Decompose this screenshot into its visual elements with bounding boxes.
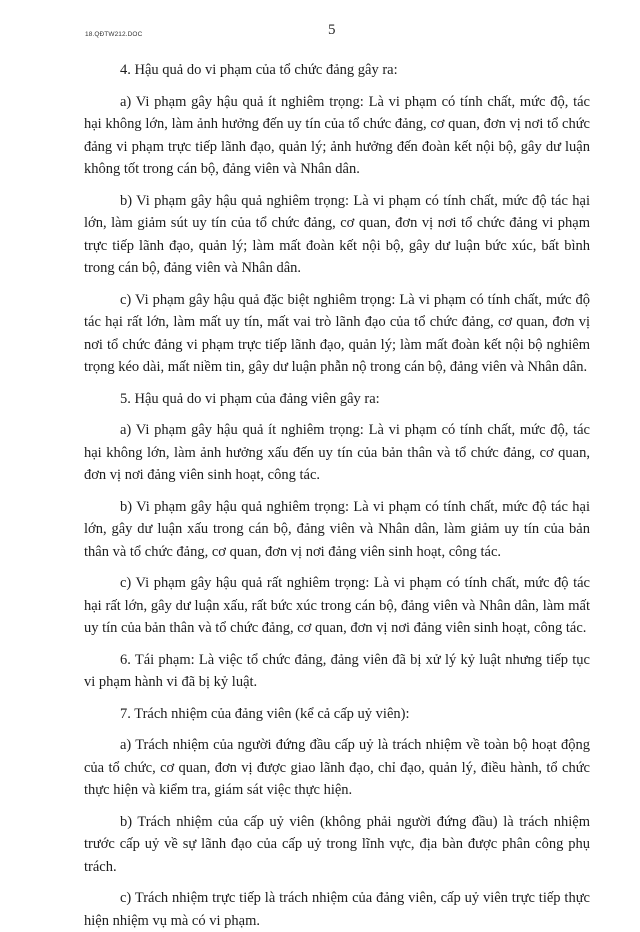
paragraph-7b: b) Trách nhiệm của cấp uỷ viên (không phải người đứng đầu) là trách nhiệm trước cấp uỷ về sự lãnh đạo của cấp uỷ trong lĩnh vực, địa bàn được phân công phụ trách. <box>84 813 590 875</box>
paragraph-6: 6. Tái phạm: Là việc tổ chức đảng, đảng viên đã bị xử lý kỷ luật nhưng tiếp tục vi phạm hành vi đã bị kỷ luật. <box>84 651 590 690</box>
section-heading-4: 4. Hậu quả do vi phạm của tổ chức đảng gây ra: <box>120 62 398 78</box>
paragraph-4a: a) Vi phạm gây hậu quả ít nghiêm trọng: Là vi phạm có tính chất, mức độ, tác hại không lớn, làm ảnh hưởng đến uy tín của tổ chức đảng, cơ quan, đơn vị nơi tổ chức đảng vi phạm trực tiếp lãnh đạo, quản lý; ảnh hưởng đến đoàn kết nội bộ, gây dư luận không tốt trong cán bộ, đảng viên và Nhân dân. <box>84 93 590 177</box>
paragraph-5c: c) Vi phạm gây hậu quả rất nghiêm trọng: Là vi phạm có tính chất, mức độ tác hại rất lớn, gây dư luận xấu, rất bức xúc trong cán bộ, đảng viên và Nhân dân, làm mất uy tín của bản thân và tổ chức đảng, cơ quan, đơn vị nơi đảng viên sinh hoạt, công tác. <box>84 575 590 636</box>
section-heading-7: 7. Trách nhiệm của đảng viên (kể cả cấp uỷ viên): <box>120 705 410 722</box>
document-filename: 18.QĐTW212.DOC <box>85 31 143 38</box>
section-heading-5: 5. Hậu quả do vi phạm của đảng viên gây ra: <box>120 390 380 407</box>
paragraph-5a: a) Vi phạm gây hậu quả ít nghiêm trọng: Là vi phạm có tính chất, mức độ, tác hại không lớn, làm ảnh hưởng xấu đến uy tín của bản thân và tổ chức đảng, cơ quan, đơn vị nơi đảng viên sinh hoạt, công tác. <box>84 422 590 483</box>
paragraph-7c: c) Trách nhiệm trực tiếp là trách nhiệm của đảng viên, cấp uỷ viên trực tiếp thực hiện nhiệm vụ mà có vi phạm. <box>84 890 590 929</box>
document-body <box>84 59 590 932</box>
paragraph-7a: a) Trách nhiệm của người đứng đầu cấp uỷ là trách nhiệm về toàn bộ hoạt động của tổ chức, cơ quan, đơn vị được giao lãnh đạo, chỉ đạo, quản lý, điều hành, tổ chức thực hiện và kiểm tra, giám sát việc thực hiện. <box>84 737 590 798</box>
paragraph-4b: b) Vi phạm gây hậu quả nghiêm trọng: Là vi phạm có tính chất, mức độ tác hại lớn, làm giảm sút uy tín của tổ chức đảng, cơ quan, đơn vị nơi tổ chức đảng vi phạm trực tiếp lãnh đạo, quản lý; làm mất đoàn kết nội bộ, gây dư luận bức xúc, bất bình trong cán bộ, đảng viên và Nhân dân. <box>84 192 590 276</box>
paragraph-4c: c) Vi phạm gây hậu quả đặc biệt nghiêm trọng: Là vi phạm có tính chất, mức độ tác hại rất lớn, làm mất uy tín, mất vai trò lãnh đạo của tổ chức đảng, cơ quan, đơn vị nơi tổ chức đảng vi phạm trực tiếp lãnh đạo, quản lý; làm mất đoàn kết nội bộ nghiêm trọng kéo dài, mất niềm tin, gây dư luận phẫn nộ trong cán bộ, đảng viên và Nhân dân. <box>84 291 590 375</box>
page-number: 5 <box>328 22 336 38</box>
paragraph-5b: b) Vi phạm gây hậu quả nghiêm trọng: Là vi phạm có tính chất, mức độ tác hại lớn, gây dư luận xấu trong cán bộ, đảng viên và Nhân dân, làm giảm uy tín của bản thân và tổ chức đảng, cơ quan, đơn vị nơi đảng viên sinh hoạt, công tác. <box>84 498 590 560</box>
